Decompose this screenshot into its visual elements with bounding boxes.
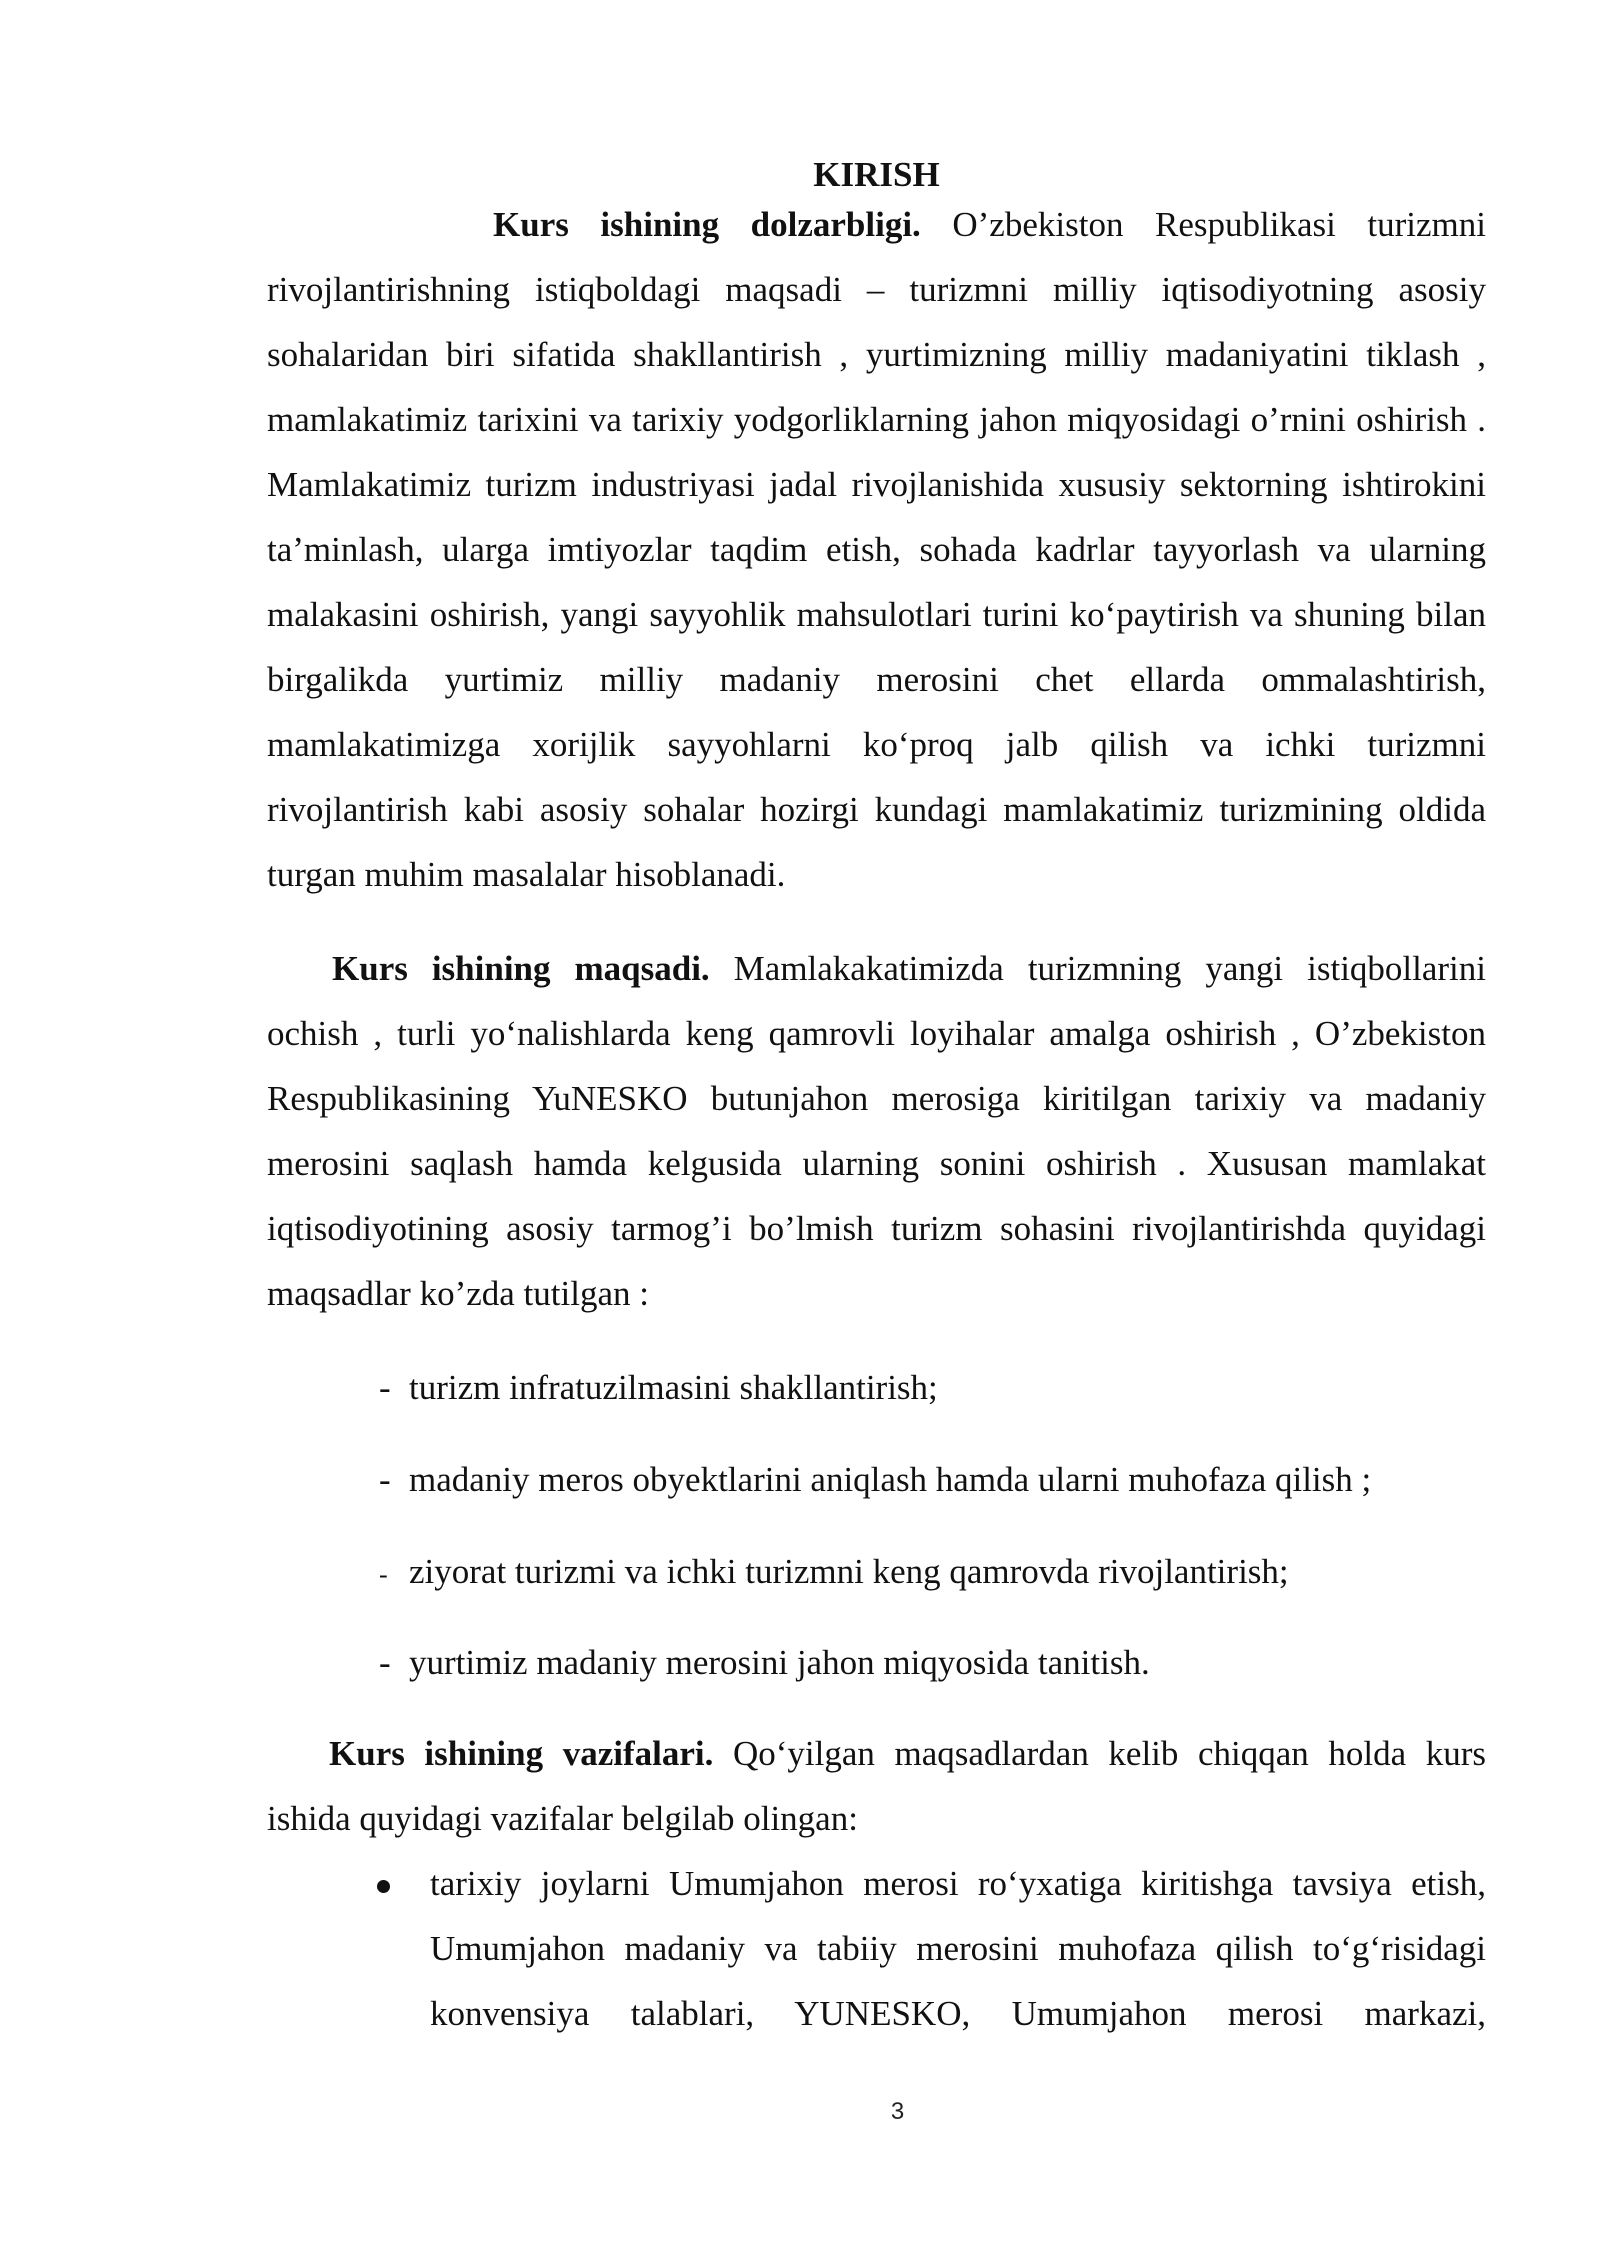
bullet-list-item	[267, 1851, 1486, 2046]
list-item-text: yurtimiz madaniy merosini jahon miqyosida tanitish.	[409, 1643, 1150, 1682]
bullet-icon	[377, 1880, 390, 1893]
text-vazifalari: Qoʻyilgan maqsadlardan kelib chiqqan holda kurs ishida quyidagi vazifalar belgilab olingan:	[267, 1734, 1487, 1838]
heading-maqsadi: Kurs ishining maqsadi.	[332, 949, 710, 988]
paragraph-vazifalari	[267, 1721, 1486, 1851]
list-item	[379, 1447, 1479, 1512]
dash-marker: -	[379, 1460, 391, 1499]
dash-marker: -	[379, 1368, 391, 1407]
bullet-item-text: tarixiy joylarni Umumjahon merosi roʻyxatiga kiritishga tavsiya etish, Umumjahon madaniy va tabiiy merosini muhofaza qilish toʻgʻrisidagi konvensiya talablari, YUNESKO, Umumjahon merosi markazi,	[430, 1864, 1486, 2033]
page-number-text: 3	[890, 2098, 905, 2125]
list-item	[379, 1630, 1479, 1695]
text-dolzarbligi: O’zbekiston Respublikasi turizmni rivojlantirishning istiqboldagi maqsadi – turizmni milliy iqtisodiyotning asosiy sohalaridan biri sifatida shakllantirish , yurtimizning milliy madaniyatini tiklash , mamlakatimiz tarixini va tarixiy yodgorliklarning jahon miqyosidagi o’rnini oshirish . Mamlakatimiz turizm industriyasi jadal rivojlanishida xususiy sektorning ishtirokini ta’minlash, ularga imtiyozlar taqdim etish, sohada kadrlar tayyorlash va ularning malakasini oshirish, yangi sayyohlik mahsulotlari turini koʻpaytirish va shuning bilan birgalikda yurtimiz milliy madaniy merosini chet ellarda ommalashtirish, mamlakatimizga xorijlik sayyohlarni koʻproq jalb qilish va ichki turizmni rivojlantirish kabi asosiy sohalar hozirgi kundagi mamlakatimiz turizmining oldida turgan muhim masalalar hisoblanadi.	[267, 205, 1486, 894]
paragraph-dolzarbligi	[267, 192, 1486, 907]
dash-marker: -	[379, 1643, 391, 1682]
list-item	[379, 1355, 1479, 1420]
list-item-text: ziyorat turizmi va ichki turizmni keng qamrovda rivojlantirish;	[409, 1552, 1289, 1591]
heading-vazifalari: Kurs ishining vazifalari.	[329, 1734, 714, 1773]
list-item-text: madaniy meros obyektlarini aniqlash hamda ularni muhofaza qilish ;	[409, 1460, 1372, 1499]
page-number	[0, 2098, 1600, 2126]
list-item	[379, 1539, 1479, 1607]
paragraph-maqsadi	[267, 936, 1486, 1326]
page-title: KIRISH	[813, 155, 940, 194]
dash-marker: -	[379, 1560, 388, 1589]
text-maqsadi: Mamlakakatimizda turizmning yangi istiqbollarini ochish , turli yoʻnalishlarda keng qamrovli loyihalar amalga oshirish , O’zbekiston Respublikasining YuNESKO butunjahon merosiga kiritilgan tarixiy va madaniy merosini saqlash hamda kelgusida ularning sonini oshirish . Xususan mamlakat iqtisodiyotining asosiy tarmog’i bo’lmish turizm sohasini rivojlantirishda quyidagi maqsadlar ko’zda tutilgan :	[267, 949, 1487, 1313]
list-item-text: turizm infratuzilmasini shakllantirish;	[409, 1368, 938, 1407]
heading-dolzarbligi: Kurs ishining dolzarbligi.	[493, 205, 921, 244]
